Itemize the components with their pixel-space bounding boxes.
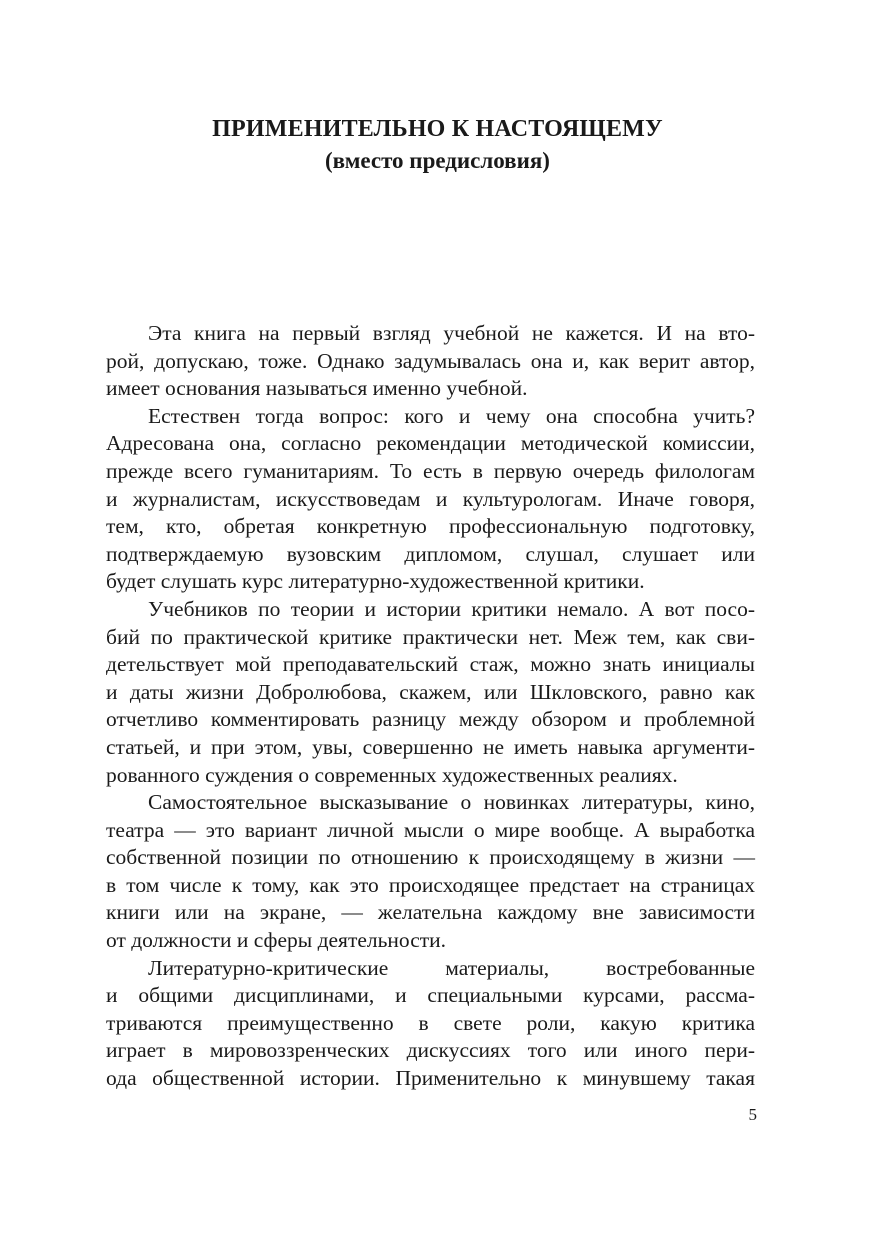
text-line: собственной позиции по отношению к происходящему в жизни —: [106, 845, 755, 870]
text-line: книги или на экране, — желательна каждому вне зависимости: [106, 900, 755, 925]
text-line: играет в мировоззренческих дискуссиях того или иного пери-: [106, 1038, 755, 1063]
text-line: детельствует мой преподавательский стаж, можно знать инициалы: [106, 652, 755, 677]
text-line: Эта книга на первый взгляд учебной не кажется. И на вто-: [148, 321, 755, 345]
paragraph: [106, 596, 755, 789]
paragraph: [106, 789, 755, 955]
chapter-subtitle: (вместо предисловия): [325, 148, 550, 173]
text-line: в том числе к тому, как это происходящее предстает на страницах: [106, 872, 755, 897]
text-line: триваются преимущественно в свете роли, какую критика: [106, 1010, 755, 1035]
body-text: [106, 320, 755, 1093]
text-line: театра — это вариант личной мысли о мире вообще. А выработка: [106, 817, 755, 842]
text-line: тем, кто, обретая конкретную профессиональную подготовку,: [106, 514, 755, 539]
text-line: Естествен тогда вопрос: кого и чему она способна учить?: [148, 403, 755, 428]
paragraph: [106, 403, 755, 596]
text-line: будет слушать курс литературно-художественной критики.: [106, 569, 645, 594]
text-line: бий по практической критике практически нет. Меж тем, как сви-: [106, 624, 755, 649]
chapter-title: ПРИМЕНИТЕЛЬНО К НАСТОЯЩЕМУ: [212, 116, 663, 142]
text-line: ода общественной истории. Применительно к минувшему такая: [106, 1066, 755, 1091]
page-number: 5: [748, 1105, 757, 1124]
text-line: Литературно-критические материалы, востребованные: [148, 955, 755, 980]
text-line: от должности и сферы деятельности.: [106, 928, 447, 953]
paragraph: [106, 955, 755, 1093]
text-line: имеет основания называться именно учебной.: [106, 376, 528, 401]
chapter-heading: [0, 113, 875, 177]
text-line: Самостоятельное высказывание о новинках литературы, кино,: [148, 790, 755, 815]
paragraph: [106, 320, 755, 403]
text-line: прежде всего гуманитариям. То есть в первую очередь филологам: [106, 458, 755, 483]
text-line: рой, допускаю, тоже. Однако задумывалась она и, как верит автор,: [106, 348, 755, 373]
text-line: статьей, и при этом, увы, совершенно не иметь навыка аргументи-: [106, 734, 755, 759]
text-line: и даты жизни Добролюбова, скажем, или Шкловского, равно как: [106, 679, 755, 704]
text-line: подтверждаемую вузовским дипломом, слушал, слушает или: [106, 541, 755, 566]
text-line: Учебников по теории и истории критики немало. А вот посо-: [148, 596, 755, 621]
text-line: Адресована она, согласно рекомендации методической комиссии,: [106, 431, 755, 456]
text-line: и общими дисциплинами, и специальными курсами, рассма-: [106, 983, 755, 1008]
text-line: и журналистам, искусствоведам и культурологам. Иначе говоря,: [106, 486, 755, 511]
text-line: рованного суждения о современных художественных реалиях.: [106, 762, 678, 787]
text-line: отчетливо комментировать разницу между обзором и проблемной: [106, 707, 755, 732]
